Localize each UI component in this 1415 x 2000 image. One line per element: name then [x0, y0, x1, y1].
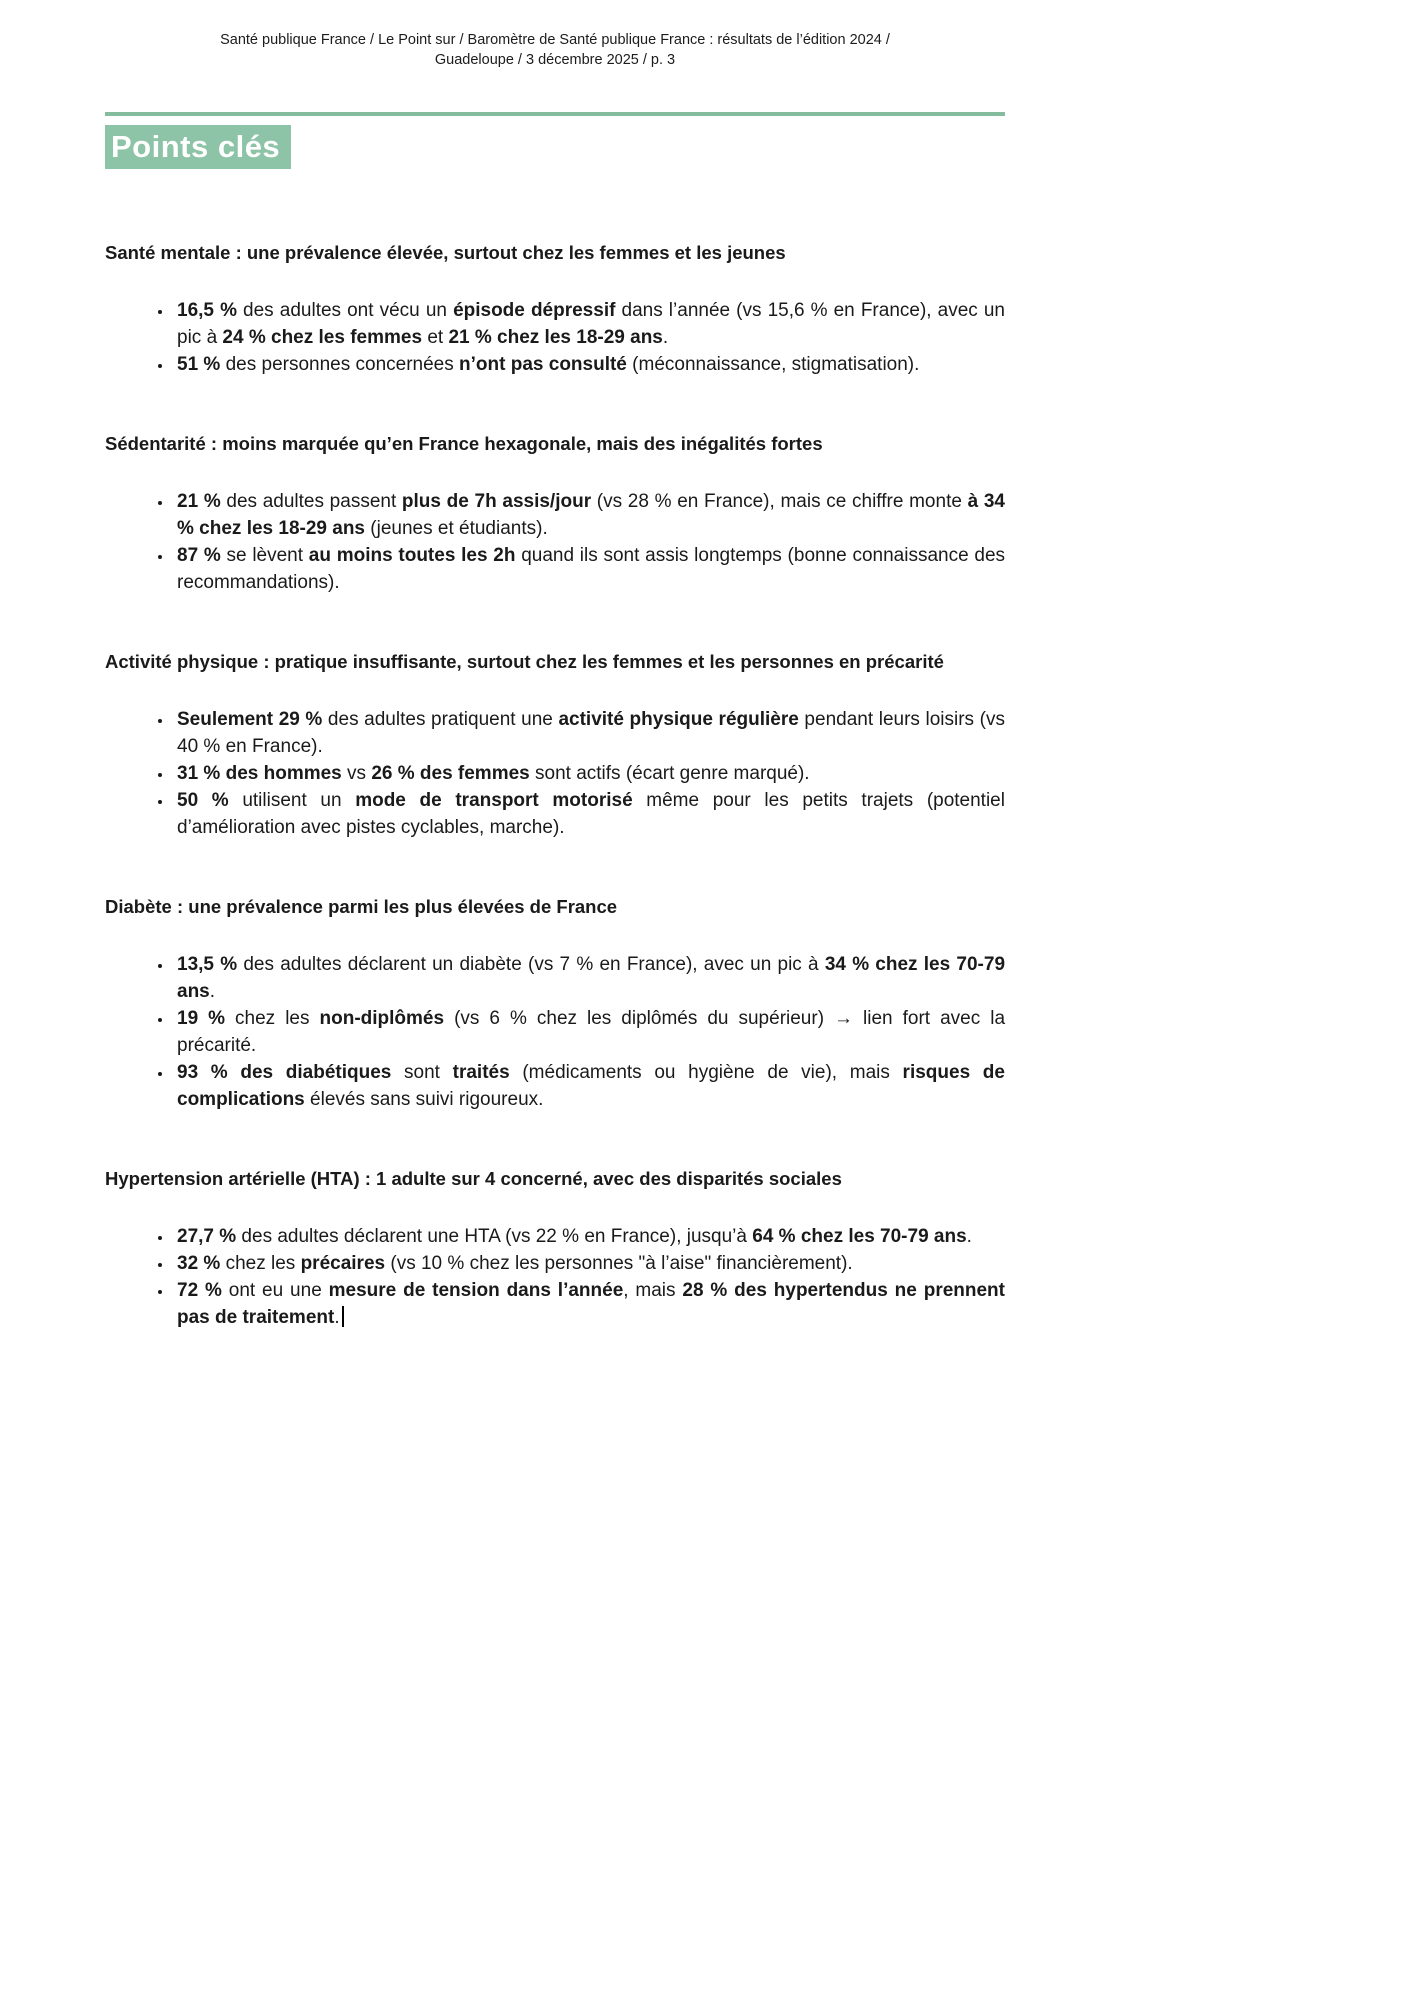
text-run: 93 % des diabétiques	[177, 1062, 392, 1083]
header-line-2: Guadeloupe / 3 décembre 2025 / p. 3	[434, 52, 676, 68]
bullet-item	[173, 351, 1005, 378]
text-run: .	[209, 981, 216, 1002]
text-run: pendant leurs loisirs (vs 40 % en France).	[177, 709, 1005, 757]
header-line-1: Santé publique France / Le Point sur / Baromètre de Santé publique France : résultats de l’édition 2024 /	[220, 32, 890, 48]
text-run: chez les	[220, 1253, 301, 1274]
text-run: 26 % des femmes	[371, 763, 530, 784]
text-run: (vs 28 % en France), mais ce chiffre monte	[591, 491, 968, 512]
text-run: même pour les petits trajets (potentiel d’amélioration avec pistes cyclables, marche).	[177, 790, 1005, 838]
text-run: 31 % des hommes	[177, 763, 342, 784]
text-run: 72 %	[177, 1280, 222, 1301]
text-run: risques de complications	[177, 1062, 1005, 1110]
document-content	[105, 0, 1005, 1331]
text-run: ont eu une	[221, 1280, 329, 1301]
text-run: à 34 % chez les 18-29 ans	[177, 491, 1005, 539]
text-run: (vs 6 % chez les diplômés du supérieur) → lien fort avec la précarité.	[177, 1008, 1006, 1056]
section	[105, 430, 1005, 596]
text-run: (jeunes et étudiants).	[365, 518, 548, 539]
section	[105, 893, 1005, 1113]
bullet-item	[173, 488, 1005, 542]
text-run: 24 % chez les femmes	[222, 327, 423, 348]
text-run: 32 %	[177, 1253, 221, 1274]
text-run: sont actifs (écart genre marqué).	[529, 763, 810, 784]
text-run: (médicaments ou hygiène de vie), mais	[509, 1062, 903, 1083]
text-run: 87 %	[177, 545, 221, 566]
text-run: .	[662, 327, 669, 348]
text-run: des adultes ont vécu un	[236, 300, 454, 321]
text-run: sont	[391, 1062, 453, 1083]
text-run: dans l’année (vs 15,6 % en France), avec un pic à	[177, 300, 1006, 348]
text-run: 28 % des hypertendus ne prennent pas de traitement	[177, 1280, 1005, 1328]
text-run: 16,5 %	[177, 300, 237, 321]
text-run: des adultes pratiquent une	[322, 709, 559, 730]
section	[105, 648, 1005, 841]
bullet-item	[173, 951, 1005, 1005]
text-run: élevés sans suivi rigoureux.	[304, 1089, 544, 1110]
text-run: , mais	[623, 1280, 683, 1301]
page-title: Points clés	[105, 125, 291, 169]
section	[105, 1165, 1005, 1331]
running-header	[105, 0, 1005, 70]
section-heading: Activité physique : pratique insuffisante, surtout chez les femmes et les personnes en précarité	[105, 651, 944, 672]
text-run: des adultes déclarent une HTA (vs 22 % en France), jusqu’à	[236, 1226, 753, 1247]
text-run: 50 %	[177, 790, 229, 811]
bullet-list	[105, 706, 1005, 841]
text-run: 51 %	[177, 354, 221, 375]
text-run: 64 % chez les 70-79 ans	[752, 1226, 967, 1247]
text-run: et	[422, 327, 449, 348]
bullet-item	[173, 1223, 1005, 1250]
bullet-item	[173, 542, 1005, 596]
text-run: .	[966, 1226, 972, 1247]
text-cursor	[342, 1306, 344, 1327]
text-run: épisode dépressif	[453, 300, 616, 321]
text-run: 19 %	[177, 1008, 226, 1029]
sections-container	[105, 239, 1005, 1331]
bullet-item	[173, 1250, 1005, 1277]
text-run: quand ils sont assis longtemps (bonne connaissance des recommandations).	[177, 545, 1006, 593]
section-heading: Santé mentale : une prévalence élevée, surtout chez les femmes et les jeunes	[105, 242, 786, 263]
bullet-list	[105, 297, 1005, 378]
bullet-list	[105, 488, 1005, 596]
text-run: .	[334, 1307, 340, 1328]
text-run: 21 % chez les 18-29 ans	[448, 327, 663, 348]
text-run: 34 % chez les 70-79 ans	[177, 954, 1006, 1002]
text-run: chez les	[225, 1008, 320, 1029]
bullet-item	[173, 1005, 1005, 1059]
text-run: mode de transport motorisé	[355, 790, 633, 811]
text-run: (vs 10 % chez les personnes "à l’aise" financièrement).	[385, 1253, 853, 1274]
section-heading: Diabète : une prévalence parmi les plus élevées de France	[105, 896, 618, 917]
text-run: au moins toutes les 2h	[308, 545, 516, 566]
bullet-list	[105, 1223, 1005, 1331]
bullet-item	[173, 706, 1005, 760]
text-run: traités	[452, 1062, 510, 1083]
text-run: des adultes déclarent un diabète (vs 7 % en France), avec un pic à	[237, 954, 825, 975]
bullet-item	[173, 1277, 1005, 1331]
text-run: utilisent un	[228, 790, 356, 811]
text-run: 27,7 %	[177, 1226, 237, 1247]
text-run: n’ont pas consulté	[459, 354, 627, 375]
bullet-item	[173, 787, 1005, 841]
text-run: des personnes concernées	[220, 354, 460, 375]
text-run: 21 %	[177, 491, 221, 512]
bullet-item	[173, 760, 1005, 787]
text-run: précaires	[300, 1253, 386, 1274]
text-run: Seulement 29 %	[177, 709, 323, 730]
text-run: non-diplômés	[319, 1008, 445, 1029]
text-run: (méconnaissance, stigmatisation).	[626, 354, 920, 375]
bullet-list	[105, 951, 1005, 1113]
section-heading: Hypertension artérielle (HTA) : 1 adulte sur 4 concerné, avec des disparités sociales	[105, 1168, 842, 1189]
text-run: des adultes passent	[220, 491, 402, 512]
bullet-item	[173, 297, 1005, 351]
section-heading: Sédentarité : moins marquée qu’en France hexagonale, mais des inégalités fortes	[105, 433, 823, 454]
text-run: 13,5 %	[177, 954, 238, 975]
bullet-item	[173, 1059, 1005, 1113]
text-run: mesure de tension dans l’année	[328, 1280, 624, 1301]
text-run: activité physique régulière	[558, 709, 799, 730]
text-run: plus de 7h assis/jour	[401, 491, 592, 512]
text-run: se lèvent	[220, 545, 309, 566]
text-run: vs	[341, 763, 372, 784]
section	[105, 239, 1005, 378]
